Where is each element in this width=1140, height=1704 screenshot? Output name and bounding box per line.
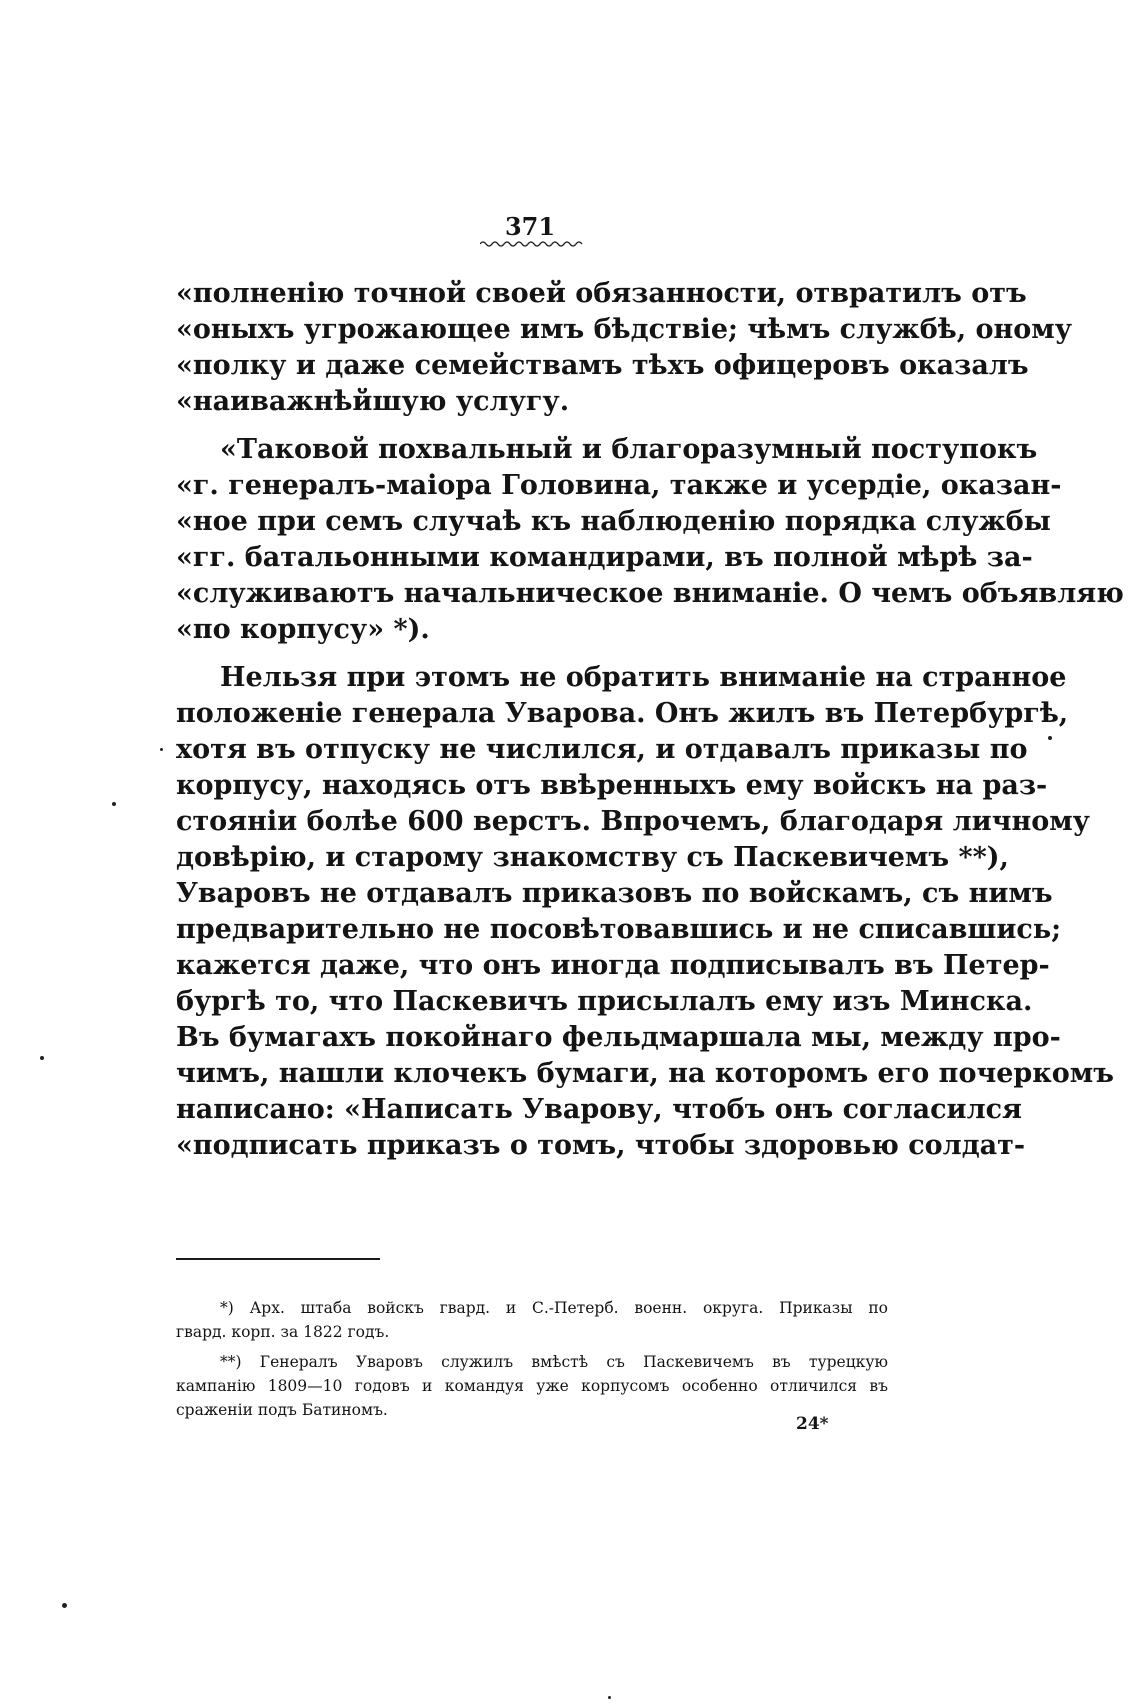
- body-line: Въ бумагахъ покойнаго фельдмаршала мы, между про-: [176, 1022, 1061, 1053]
- body-line: «г. генералъ-маіора Головина, также и усердіе, оказан-: [176, 470, 1062, 501]
- page-number: 371: [504, 212, 556, 241]
- footnote-line: гвард. корп. за 1822 годъ.: [176, 1323, 390, 1341]
- body-line: «полку и даже семействамъ тѣхъ офицеровъ оказалъ: [176, 350, 1029, 381]
- page-number-ornament: [480, 240, 584, 248]
- body-line: Уваровъ не отдавалъ приказовъ по войскамъ, съ нимъ: [176, 878, 1053, 909]
- scan-speck: [160, 748, 163, 751]
- scan-speck: [608, 1696, 611, 1699]
- footnote-line: *) Арх. штаба войскъ гвард. и С.-Петерб. военн. округа. Приказы по: [220, 1299, 888, 1317]
- body-line: «гг. батальонными командирами, въ полной мѣрѣ за-: [176, 542, 1033, 573]
- scan-speck: [112, 802, 116, 806]
- scan-speck: [40, 1056, 44, 1060]
- body-line: кажется даже, что онъ иногда подписывалъ въ Петер-: [176, 950, 1050, 981]
- footnote-line: сраженіи подъ Батиномъ.: [176, 1401, 388, 1419]
- body-line: «ное при семъ случаѣ къ наблюденію порядка службы: [176, 506, 1051, 537]
- body-line: довѣрію, и старому знакомству съ Паскевичемъ **),: [176, 842, 1009, 873]
- body-line: написано: «Написать Уварову, чтобъ онъ согласился: [176, 1094, 1022, 1125]
- body-line: положеніе генерала Уварова. Онъ жилъ въ Петербургѣ,: [176, 698, 1069, 729]
- body-line: «полненію точной своей обязанности, отвратилъ отъ: [176, 278, 1027, 309]
- scan-speck: [62, 1603, 67, 1608]
- body-line: Нельзя при этомъ не обратить вниманіе на странное: [220, 662, 1067, 693]
- body-line: корпусу, находясь отъ ввѣренныхъ ему войскъ на раз-: [176, 770, 1048, 801]
- body-line: «по корпусу» *).: [176, 614, 430, 645]
- footnote-line: **) Генералъ Уваровъ служилъ вмѣстѣ съ Паскевичемъ въ турецкую: [220, 1353, 888, 1371]
- body-line: «Таковой похвальный и благоразумный поступокъ: [220, 434, 1038, 465]
- body-line: хотя въ отпуску не числился, и отдавалъ приказы по: [176, 734, 1028, 765]
- body-line: чимъ, нашли клочекъ бумаги, на которомъ его почеркомъ: [176, 1058, 1114, 1089]
- footnote-line: кампанію 1809—10 годовъ и командуя уже корпусомъ особенно отличился въ: [176, 1377, 888, 1395]
- body-line: «служиваютъ начальническое вниманіе. О чемъ объявляю: [176, 578, 1124, 609]
- body-line: стояніи болѣе 600 верстъ. Впрочемъ, благодаря личному: [176, 806, 1090, 837]
- scan-speck: [1048, 736, 1052, 740]
- body-line: «подписать приказъ о томъ, чтобы здоровью солдат-: [176, 1130, 1026, 1161]
- footnote-divider: [176, 1258, 380, 1260]
- signature-mark: 24*: [796, 1414, 829, 1434]
- body-line: «оныхъ угрожающее имъ бѣдствіе; чѣмъ службѣ, оному: [176, 314, 1073, 345]
- body-line: бургѣ то, что Паскевичъ присылалъ ему изъ Минска.: [176, 986, 1033, 1017]
- body-line: «наиважнѣйшую услугу.: [176, 386, 570, 417]
- body-line: предварительно не посовѣтовавшись и не списавшись;: [176, 914, 1062, 945]
